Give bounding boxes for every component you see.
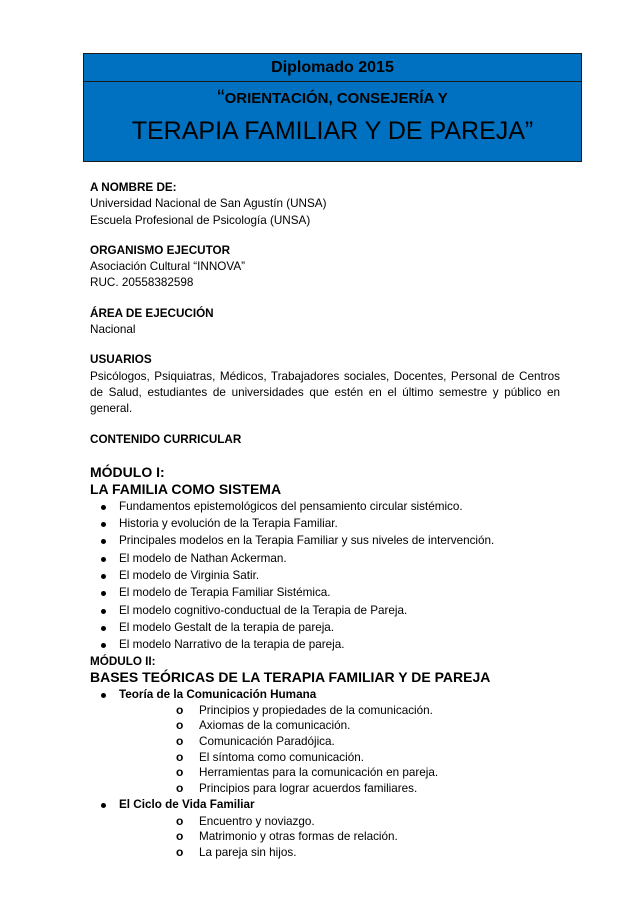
sub-list-item: o Principios para lograr acuerdos familiares. (119, 781, 560, 797)
sub-list-item: o El síntoma como comunicación. (119, 750, 560, 766)
banner-subtitle-line (84, 84, 581, 112)
sub-list (119, 814, 560, 861)
section-area (90, 306, 560, 339)
contenido-curricular-label: CONTENIDO CURRICULAR (90, 432, 242, 446)
section-line: Asociación Cultural “INNOVA” (90, 260, 246, 274)
section-line: RUC. 20558382598 (90, 276, 194, 290)
sub-list-item: o Herramientas para la comunicación en pareja. (119, 765, 560, 781)
section-label: A NOMBRE DE: (90, 181, 177, 194)
list-item-group (90, 686, 560, 797)
banner-title-line: TERAPIA FAMILIAR Y DE PAREJA” (131, 117, 534, 145)
list-item: Historia y evolución de la Terapia Familiar. (90, 515, 560, 532)
sub-list-item: o Matrimonio y otras formas de relación. (119, 829, 560, 845)
section-a-nombre (90, 180, 560, 229)
section-label: ORGANISMO EJECUTOR (90, 243, 231, 257)
sub-list-item: o Axiomas de la comunicación. (119, 718, 560, 734)
section-label: USUARIOS (90, 353, 152, 367)
group-label: El Ciclo de Vida Familiar (119, 798, 255, 812)
section-line: Nacional (90, 323, 136, 337)
list-item-group (90, 796, 560, 860)
list-item: Fundamentos epistemológicos del pensamiento circular sistémico. (90, 498, 560, 515)
banner-year-line: Diplomado 2015 (84, 54, 581, 82)
modulo-1 (90, 464, 560, 654)
list-item: El modelo de Virginia Satir. (90, 567, 560, 584)
list-item: Principales modelos en la Terapia Familiar y sus niveles de intervención. (90, 532, 560, 549)
sub-list-item: o Comunicación Paradójica. (119, 734, 560, 750)
modulo-heading: MÓDULO I: (90, 463, 165, 480)
modulo-title: LA FAMILIA COMO SISTEMA (90, 480, 282, 497)
list-item: El modelo Gestalt de la terapia de pareja. (90, 619, 560, 636)
modulo-heading: MÓDULO II: (90, 654, 156, 668)
sub-list-item: o Encuentro y noviazgo. (119, 814, 560, 830)
section-organismo (90, 243, 560, 292)
sub-list-item: o Principios y propiedades de la comunicación. (119, 703, 560, 719)
banner-open-quote: “ (217, 85, 225, 110)
list-item: El modelo de Nathan Ackerman. (90, 550, 560, 567)
section-usuarios (90, 352, 560, 417)
sub-list-item: o La pareja sin hijos. (119, 845, 560, 861)
modulo-2-list (90, 686, 560, 861)
list-item: El modelo de Terapia Familiar Sistémica. (90, 584, 560, 601)
banner-subtitle-text: ORIENTACIÓN, CONSEJERÍA Y (224, 90, 448, 107)
section-line: Escuela Profesional de Psicología (UNSA) (90, 213, 311, 227)
document-body (90, 180, 560, 860)
section-line: Universidad Nacional de San Agustín (UNSA) (90, 197, 327, 211)
list-item: El modelo Narrativo de la terapia de pareja. (90, 636, 560, 653)
section-label: ÁREA DE EJECUCIÓN (90, 306, 214, 320)
title-banner (83, 53, 582, 162)
section-paragraph: Psicólogos, Psiquiatras, Médicos, Trabajadores sociales, Docentes, Personal de Centros de Salud, estudiantes de universidades que estén en el último semestre y público en general. (90, 369, 560, 416)
sub-list (119, 703, 560, 797)
modulo-2 (90, 654, 560, 861)
modulo-title: BASES TEÓRICAS DE LA TERAPIA FAMILIAR Y DE PAREJA (90, 668, 491, 685)
modulo-1-list (90, 498, 560, 654)
list-item: El modelo cognitivo-conductual de la Terapia de Pareja. (90, 602, 560, 619)
group-label: Teoría de la Comunicación Humana (119, 687, 317, 701)
